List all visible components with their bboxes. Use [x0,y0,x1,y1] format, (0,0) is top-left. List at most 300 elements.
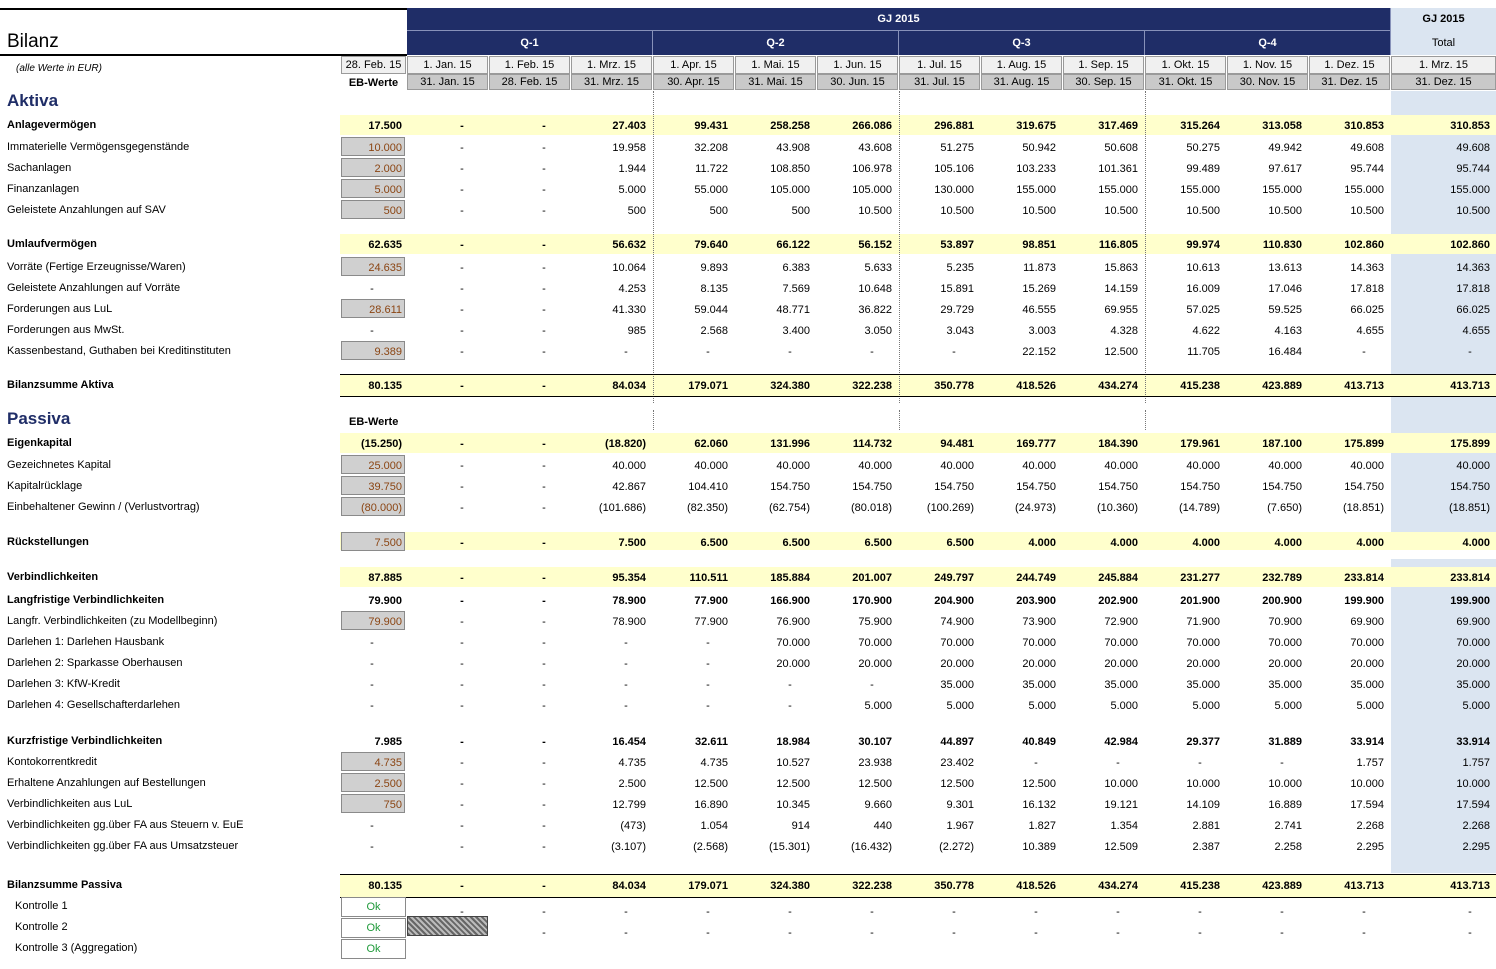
cell-value: - [624,637,628,649]
cell-value: 5.000 [1028,700,1056,712]
cell-value: - [788,679,792,691]
cell-value: 62.060 [694,438,728,450]
period-end-date: 31. Dez. 15 [1309,74,1390,90]
eb-value[interactable]: 5.000 [374,184,402,196]
cell-value: 110.830 [1262,239,1302,251]
cell-value: 10.500 [858,205,892,217]
control-value: - [1362,927,1366,939]
cell-value: - [460,205,464,217]
cell-value: 10.345 [776,799,810,811]
cell-value: 324.380 [770,880,810,892]
eb-value: (15.250) [361,438,402,450]
cell-value: 14.109 [1186,799,1220,811]
cell-value: 35.000 [1456,679,1490,691]
cell-value: 319.675 [1016,120,1056,132]
cell-value: 66.122 [776,239,810,251]
cell-value: - [542,658,546,670]
cell-value: 8.135 [700,283,728,295]
eb-value[interactable]: 24.635 [368,262,402,274]
period-start-date: 1. Mrz. 15 [1391,56,1496,74]
cell-value: 131.996 [770,438,810,450]
row-label: Vorräte (Fertige Erzeugnisse/Waren) [7,261,186,273]
cell-value: 175.899 [1450,438,1490,450]
cell-value: 169.777 [1016,438,1056,450]
cell-value: 70.000 [1268,637,1302,649]
cell-value: 43.908 [776,142,810,154]
cell-value: 413.713 [1450,380,1490,392]
cell-value: 179.071 [688,380,728,392]
cell-value: 12.500 [1104,346,1138,358]
cell-value: 2.387 [1192,841,1220,853]
cell-value: 10.648 [858,283,892,295]
cell-value: - [460,120,464,132]
cell-value: - [542,778,546,790]
cell-value: 4.253 [618,283,646,295]
currency-note: (alle Werte in EUR) [16,63,102,74]
cell-value: 17.818 [1456,283,1490,295]
cell-value: 10.500 [1186,205,1220,217]
cell-value: 201.007 [852,572,892,584]
cell-value: 179.961 [1180,438,1220,450]
cell-value: - [542,537,546,549]
cell-value: - [624,346,628,358]
cell-value: 40.000 [1022,460,1056,472]
balance-row [0,774,1496,794]
cell-value: - [542,637,546,649]
balance-row [0,753,1496,773]
row-label: Eigenkapital [7,437,72,449]
cell-value: 75.900 [858,616,892,628]
row-label: Langfristige Verbindlichkeiten [7,594,165,606]
cell-value: 16.890 [694,799,728,811]
cell-value: 350.778 [934,380,974,392]
cell-value: - [460,283,464,295]
total-year-header: GJ 2015 [1391,8,1496,30]
control-value: - [870,927,874,939]
eb-value: 7.985 [374,736,402,748]
cell-value: (18.851) [1449,502,1490,514]
period-end-date: 30. Nov. 15 [1227,74,1308,90]
cell-value: - [460,572,464,584]
cell-value: 10.064 [612,262,646,274]
cell-value: 40.000 [940,460,974,472]
cell-value: - [706,658,710,670]
eb-value[interactable]: 2.000 [374,163,402,175]
row-label: Umlaufvermögen [7,238,97,250]
cell-value: - [542,757,546,769]
cell-value: 5.000 [618,184,646,196]
cell-value: 1.757 [1462,757,1490,769]
eb-value[interactable]: 2.500 [374,778,402,790]
eb-value: - [370,679,374,691]
cell-value: 9.893 [700,262,728,274]
cell-value: 10.000 [1186,778,1220,790]
balance-row [0,696,1496,716]
cell-value: 5.235 [946,262,974,274]
cell-value: 53.897 [940,239,974,251]
cell-value: - [706,346,710,358]
balance-row [0,376,1496,396]
cell-value: - [460,537,464,549]
cell-value: - [460,380,464,392]
cell-value: (10.360) [1097,502,1138,514]
cell-value: 70.000 [776,637,810,649]
cell-value: 14.363 [1350,262,1384,274]
eb-values-label: EB-Werte [348,76,399,89]
cell-value: - [542,880,546,892]
cell-value: - [542,595,546,607]
cell-value: 95.744 [1456,163,1490,175]
cell-value: (16.432) [851,841,892,853]
cell-value: 313.058 [1262,120,1302,132]
eb-value[interactable]: 4.735 [374,757,402,769]
balance-row [0,633,1496,653]
cell-value: 4.735 [618,757,646,769]
cell-value: 16.132 [1022,799,1056,811]
cell-value: 202.900 [1098,595,1138,607]
row-label: Rückstellungen [7,536,89,548]
eb-value[interactable]: (80.000) [361,502,402,514]
cell-value: 10.613 [1186,262,1220,274]
eb-value[interactable]: 39.750 [368,481,402,493]
cell-value: 10.500 [1104,205,1138,217]
cell-value: 70.000 [1186,637,1220,649]
control-value: - [624,906,628,918]
cell-value: - [788,346,792,358]
cell-value: 12.500 [694,778,728,790]
cell-value: 154.750 [1098,481,1138,493]
control-value: - [1198,906,1202,918]
balance-row [0,279,1496,299]
aktiva-sum-underline [340,396,1496,397]
period-end-date: 31. Jan. 15 [407,74,488,90]
cell-value: 16.454 [612,736,646,748]
cell-value: - [542,841,546,853]
cell-value: 5.000 [946,700,974,712]
cell-value: 500 [791,205,810,217]
period-start-date: 1. Nov. 15 [1227,56,1308,74]
period-end-date: 28. Feb. 15 [489,74,570,90]
cell-value: 985 [627,325,646,337]
cell-value: - [460,658,464,670]
eb-value: 87.885 [368,572,402,584]
balance-row [0,159,1496,179]
cell-value: 2.881 [1192,820,1220,832]
cell-value: 2.268 [1356,820,1384,832]
control-status: Ok [341,918,406,938]
row-label: Finanzanlagen [7,183,80,195]
cell-value: (101.686) [598,502,646,514]
cell-value: 71.900 [1186,616,1220,628]
cell-value: 10.500 [940,205,974,217]
balance-row [0,235,1496,255]
passiva-sum-rule [340,874,1496,875]
row-label: Geleistete Anzahlungen auf SAV [7,204,166,216]
eb-value[interactable]: 79.900 [368,616,402,628]
cell-value: 154.750 [934,481,974,493]
cell-value: - [1280,757,1284,769]
row-label: Verbindlichkeiten gg.über FA aus Steuern v. EuE [7,819,244,831]
cell-value: 12.509 [1104,841,1138,853]
cell-value: 19.958 [612,142,646,154]
row-label: Verbindlichkeiten [7,571,99,583]
balance-row [0,138,1496,158]
balance-row [0,876,1496,896]
cell-value: 57.025 [1186,304,1220,316]
control-row [0,939,1496,959]
cell-value: 4.735 [700,757,728,769]
cell-value: 13.613 [1268,262,1302,274]
control-value: - [788,906,792,918]
balance-row [0,477,1496,497]
cell-value: (14.789) [1179,502,1220,514]
cell-value: 108.850 [770,163,810,175]
cell-value: 10.000 [1456,778,1490,790]
eb-value[interactable]: 9.389 [374,346,402,358]
cell-value: 17.818 [1350,283,1384,295]
cell-value: 2.295 [1356,841,1384,853]
period-start-date: 1. Mai. 15 [735,56,816,74]
row-label: Forderungen aus LuL [7,303,113,315]
control-value: - [624,927,628,939]
cell-value: - [460,239,464,251]
cell-value: 914 [791,820,810,832]
cell-value: - [460,841,464,853]
balance-row [0,568,1496,588]
cell-value: - [870,346,874,358]
cell-value: 110.511 [689,572,728,584]
cell-value: 423.889 [1262,380,1302,392]
eb-value[interactable]: 28.611 [369,304,402,316]
period-start-date: 1. Sep. 15 [1063,56,1144,74]
cell-value: 69.900 [1350,616,1384,628]
row-label: Verbindlichkeiten gg.über FA aus Umsatzsteuer [7,840,239,852]
cell-value: 10.000 [1350,778,1384,790]
cell-value: 130.000 [934,184,974,196]
period-start-date: 1. Jul. 15 [899,56,980,74]
eb-value: - [370,820,374,832]
cell-value: 36.822 [858,304,892,316]
eb-value[interactable]: 7.500 [374,537,402,549]
cell-value: 33.914 [1456,736,1490,748]
eb-value[interactable]: 25.000 [368,460,402,472]
cell-value: 170.900 [852,595,892,607]
cell-value: 20.000 [1104,658,1138,670]
control-value: - [788,927,792,939]
cell-value: 4.000 [1462,537,1490,549]
cell-value: 418.526 [1016,380,1056,392]
cell-value: 200.900 [1262,595,1302,607]
cell-value: - [542,572,546,584]
cell-value: 500 [627,205,646,217]
period-start-date: 1. Apr. 15 [653,56,734,74]
cell-value: 48.771 [776,304,810,316]
row-label: Erhaltene Anzahlungen auf Bestellungen [7,777,206,789]
cell-value: 5.000 [1462,700,1490,712]
cell-value: 434.274 [1098,880,1138,892]
cell-value: 69.955 [1104,304,1138,316]
cell-value: 418.526 [1016,880,1056,892]
eb-value: - [370,325,374,337]
eb-value[interactable]: 500 [383,205,402,217]
cell-value: - [460,346,464,358]
cell-value: - [542,679,546,691]
cell-value: 32.208 [694,142,728,154]
control-value: - [1280,927,1284,939]
control-label: Kontrolle 3 (Aggregation) [15,942,138,954]
cell-value: 184.390 [1098,438,1138,450]
cell-value: 14.363 [1456,262,1490,274]
cell-value: 31.889 [1268,736,1302,748]
cell-value: 10.389 [1022,841,1056,853]
cell-value: 296.881 [934,120,974,132]
cell-value: 99.431 [694,120,728,132]
eb-value: 79.900 [368,595,402,607]
quarter-header: Q-3 [899,30,1145,55]
cell-value: 4.000 [1192,537,1220,549]
cell-value: - [706,700,710,712]
balance-row [0,321,1496,341]
cell-value: 6.500 [946,537,974,549]
row-label: Bilanzsumme Passiva [7,879,122,891]
balance-row [0,533,1496,553]
cell-value: 9.660 [864,799,892,811]
cell-value: 11.722 [695,163,728,175]
cell-value: 203.900 [1016,595,1056,607]
quarter-separator [1145,410,1146,430]
cell-value: 350.778 [934,880,974,892]
cell-value: - [542,304,546,316]
period-end-date: 30. Jun. 15 [817,74,898,90]
cell-value: 70.000 [1104,637,1138,649]
row-label: Darlehen 2: Sparkasse Oberhausen [7,657,183,669]
cell-value: 14.159 [1104,283,1138,295]
cell-value: 415.238 [1180,380,1220,392]
cell-value: 179.071 [688,880,728,892]
period-end-date: 31. Mrz. 15 [571,74,652,90]
cell-value: 12.799 [612,799,646,811]
cell-value: 44.897 [940,736,974,748]
cell-value: - [542,736,546,748]
cell-value: - [1362,346,1366,358]
top-border [0,8,407,10]
cell-value: (80.018) [851,502,892,514]
balance-row [0,342,1496,362]
cell-value: 20.000 [940,658,974,670]
cell-value: 4.328 [1110,325,1138,337]
cell-value: 74.900 [940,616,974,628]
cell-value: 1.967 [946,820,974,832]
cell-value: 6.500 [782,537,810,549]
cell-value: 70.000 [1350,637,1384,649]
cell-value: 9.301 [946,799,974,811]
cell-value: 66.025 [1350,304,1384,316]
passiva-heading: Passiva [7,409,71,428]
cell-value: 59.525 [1268,304,1302,316]
control-label: Kontrolle 1 [15,900,68,912]
cell-value: 1.944 [618,163,646,175]
cell-value: 50.942 [1022,142,1056,154]
eb-value: - [370,658,374,670]
balance-row [0,498,1496,518]
cell-value: 42.867 [612,481,646,493]
cell-value: 15.863 [1104,262,1138,274]
cell-value: 12.500 [776,778,810,790]
cell-value: 95.744 [1350,163,1384,175]
cell-value: 41.330 [612,304,646,316]
period-start-date: 1. Aug. 15 [981,56,1062,74]
cell-value: 6.383 [782,262,810,274]
control-value: - [542,906,546,918]
control-value: - [1198,927,1202,939]
eb-value[interactable]: 10.000 [368,142,402,154]
cell-value: (473) [620,820,646,832]
cell-value: - [460,184,464,196]
cell-value: 3.400 [782,325,810,337]
cell-value: 154.750 [1344,481,1384,493]
cell-value: 50.275 [1186,142,1220,154]
cell-value: 103.233 [1016,163,1056,175]
cell-value: 2.268 [1462,820,1490,832]
cell-value: 154.750 [1180,481,1220,493]
cell-value: (24.973) [1015,502,1056,514]
cell-value: - [542,502,546,514]
balance-row [0,258,1496,278]
sheet-title: Bilanz [7,31,59,52]
row-label: Kassenbestand, Guthaben bei Kreditinstituten [7,345,231,357]
eb-value[interactable]: 750 [383,799,402,811]
cell-value: - [460,142,464,154]
cell-value: 40.000 [776,460,810,472]
cell-value: 40.000 [1268,460,1302,472]
cell-value: 2.258 [1274,841,1302,853]
cell-value: 114.732 [852,438,892,450]
period-end-date: 31. Okt. 15 [1145,74,1226,90]
period-start-date: 1. Mrz. 15 [571,56,652,74]
balance-row [0,795,1496,815]
control-value: - [706,927,710,939]
cell-value: 6.500 [864,537,892,549]
cell-value: 29.377 [1186,736,1220,748]
cell-value: - [460,595,464,607]
period-end-date: 31. Mai. 15 [735,74,816,90]
cell-value: - [542,438,546,450]
cell-value: 7.569 [782,283,810,295]
cell-value: 310.853 [1344,120,1384,132]
row-label: Kurzfristige Verbindlichkeiten [7,735,163,747]
cell-value: 40.000 [1186,460,1220,472]
cell-value: 187.100 [1262,438,1302,450]
cell-value: 258.258 [770,120,810,132]
eb-value: 80.135 [368,880,402,892]
cell-value: - [460,438,464,450]
fiscal-year-header: GJ 2015 [407,8,1391,30]
cell-value: 4.000 [1028,537,1056,549]
cell-value: 27.403 [612,120,646,132]
cell-value: 49.942 [1268,142,1302,154]
cell-value: - [1116,757,1120,769]
cell-value: - [460,304,464,316]
cell-value: 233.814 [1450,572,1490,584]
cell-value: - [788,700,792,712]
cell-value: 49.608 [1350,142,1384,154]
cell-value: - [542,616,546,628]
control-value: - [1034,927,1038,939]
cell-value: 317.469 [1098,120,1138,132]
cell-value: 154.750 [770,481,810,493]
cell-value: - [542,262,546,274]
cell-value: 1.354 [1110,820,1138,832]
